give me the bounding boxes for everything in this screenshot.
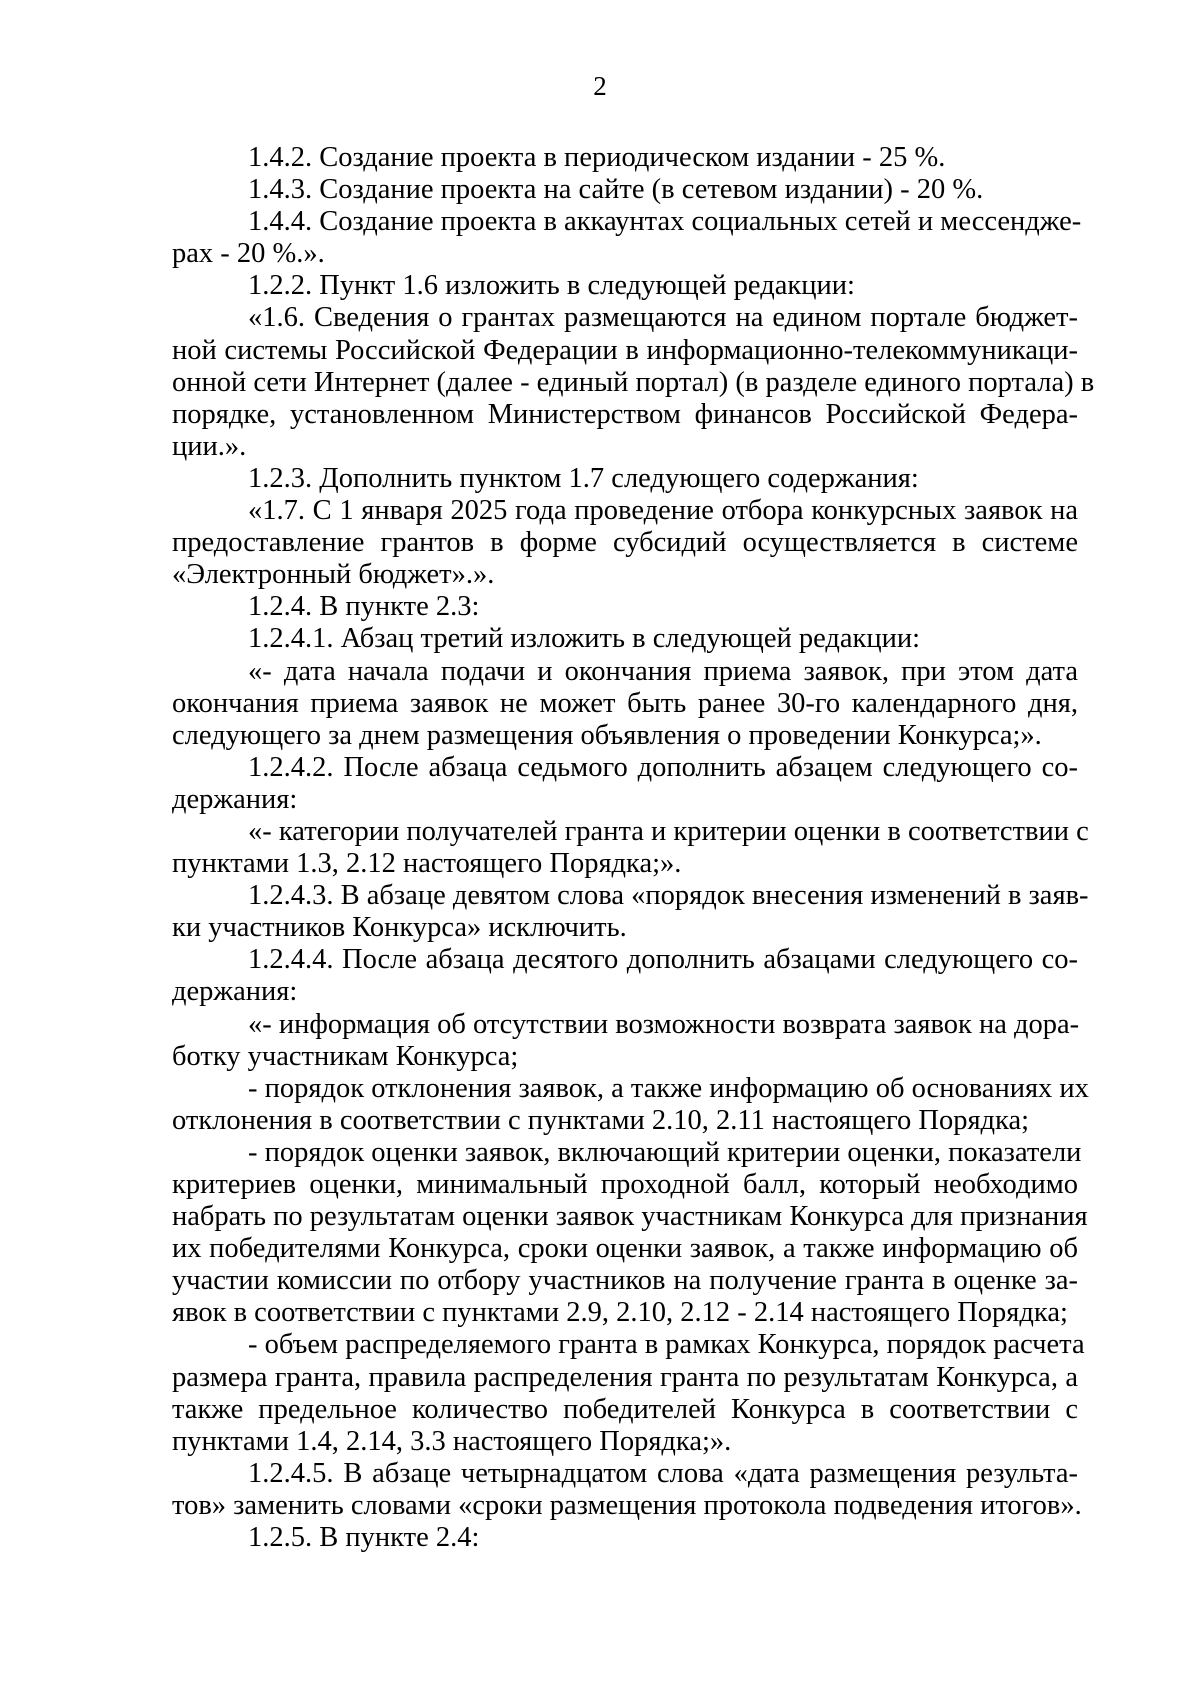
text-line: порядке, установленном Министерством финансов Российской Федера- (172, 398, 1078, 430)
text-line: 1.4.2. Создание проекта в периодическом издании - 25 %. (248, 142, 946, 173)
text-line: ной системы Российской Федерации в информационно-телекоммуникаци- (172, 334, 1078, 366)
text-line: 1.2.3. Дополнить пунктом 1.7 следующего содержания: (248, 462, 919, 494)
text-line: пунктами 1.3, 2.12 настоящего Порядка;». (172, 848, 682, 880)
text-line: следующего за днем размещения объявления о проведении Конкурса;». (172, 719, 1042, 751)
text-line: участии комиссии по отбору участников на получение гранта в оценке за- (172, 1265, 1078, 1297)
text-line: «Электронный бюджет».». (172, 559, 495, 591)
text-line: 1.2.4.5. В абзаце четырнадцатом слова «дата размещения результа- (248, 1457, 1078, 1489)
text-line: их победителями Конкурса, сроки оценки заявок, а также информацию об (172, 1233, 1078, 1265)
text-line: 1.4.4. Создание проекта в аккаунтах социальных сетей и мессендже- (248, 206, 1082, 238)
text-line: 1.2.4.3. В абзаце девятом слова «порядок внесения изменений в заяв- (248, 880, 1089, 912)
text-line: явок в соответствии с пунктами 2.9, 2.10, 2.12 - 2.14 настоящего Порядка; (172, 1297, 1068, 1329)
text-line: - объем распределяемого гранта в рамках Конкурса, порядок расчета (248, 1329, 1085, 1361)
text-line: - порядок отклонения заявок, а также информацию об основаниях их (248, 1072, 1089, 1104)
text-line: держания: (172, 976, 298, 1008)
text-line: 1.2.5. В пункте 2.4: (248, 1522, 480, 1554)
text-line: предоставление грантов в форме субсидий осуществляется в системе (172, 527, 1078, 559)
text-line: набрать по результатам оценки заявок участникам Конкурса для признания (172, 1201, 1088, 1233)
text-line: «1.7. С 1 января 2025 года проведение отбора конкурсных заявок на (248, 495, 1078, 527)
text-line: «- информация об отсутствии возможности возврата заявок на дора- (248, 1008, 1080, 1040)
text-line: ботку участникам Конкурса; (172, 1040, 519, 1072)
text-line: критериев оценки, минимальный проходной балл, который необходимо (172, 1169, 1078, 1200)
text-line: держания: (172, 783, 298, 815)
text-line: «1.6. Сведения о грантах размещаются на едином портале бюджет- (248, 302, 1078, 334)
text-line: онной сети Интернет (далее - единый портал) (в разделе единого портала) в (172, 366, 1095, 398)
text-line: - порядок оценки заявок, включающий критерии оценки, показатели (248, 1136, 1082, 1168)
document-body (172, 142, 1095, 1554)
text-line: также предельное количество победителей Конкурса в соответствии с (172, 1393, 1078, 1425)
page-number: 2 (593, 71, 607, 101)
text-line: 1.2.4.4. После абзаца десятого дополнить абзацами следующего со- (248, 944, 1078, 976)
text-line: окончания приема заявок не может быть ранее 30-го календарного дня, (172, 687, 1078, 719)
text-line: размера гранта, правила распределения гранта по результатам Конкурса, а (172, 1361, 1078, 1393)
text-line: отклонения в соответствии с пунктами 2.10, 2.11 настоящего Порядка; (172, 1104, 1030, 1136)
text-line: рах - 20 %.». (172, 238, 325, 270)
text-line: 1.2.4.1. Абзац третий изложить в следующей редакции: (248, 623, 921, 655)
text-line: «- дата начала подачи и окончания приема заявок, при этом дата (248, 655, 1078, 687)
text-line: ки участников Конкурса» исключить. (172, 912, 627, 944)
text-line: «- категории получателей гранта и критерии оценки в соответствии с (248, 815, 1089, 847)
text-line: 1.2.4.2. После абзаца седьмого дополнить абзацем следующего со- (248, 751, 1078, 783)
text-line: 1.4.3. Создание проекта на сайте (в сетевом издании) - 20 %. (248, 174, 984, 206)
text-line: тов» заменить словами «сроки размещения протокола подведения итогов». (172, 1489, 1082, 1521)
text-line: 1.2.4. В пункте 2.3: (248, 591, 480, 623)
text-line: пунктами 1.4, 2.14, 3.3 настоящего Порядка;». (172, 1425, 732, 1457)
text-line: 1.2.2. Пункт 1.6 изложить в следующей редакции: (248, 270, 855, 302)
text-line: ции.». (172, 430, 247, 462)
